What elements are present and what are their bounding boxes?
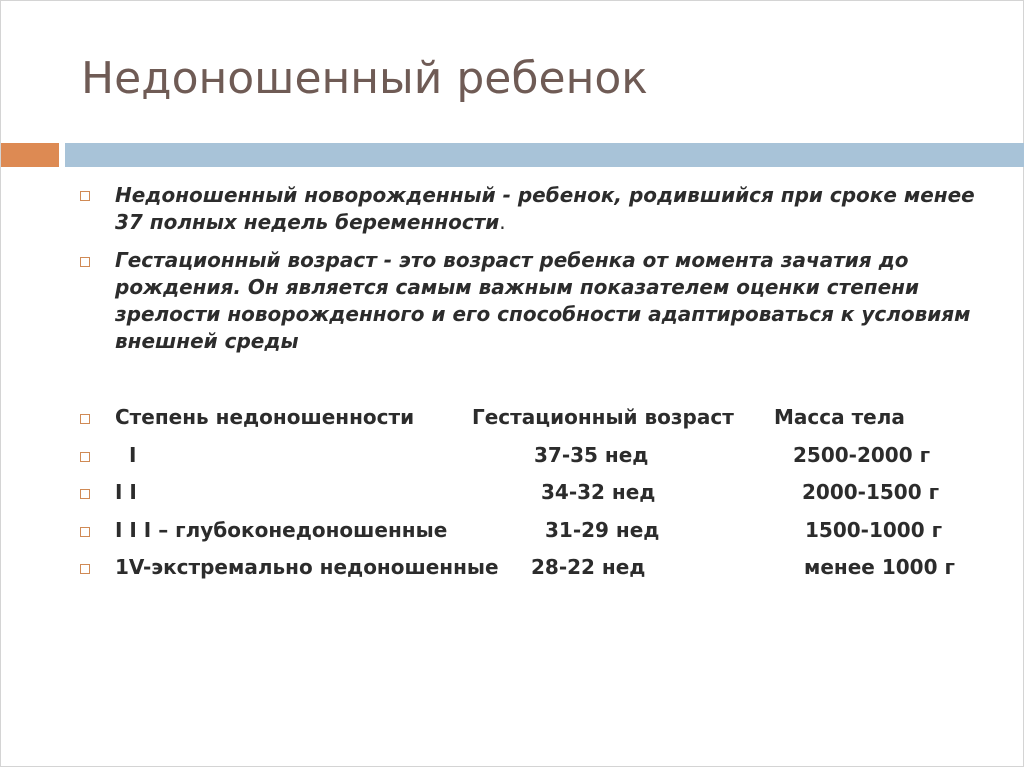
table-row-degree: I xyxy=(129,443,137,467)
table-row-degree: I I I – глубоконедоношенные xyxy=(115,518,448,542)
table-row-gestational-age: 31-29 нед xyxy=(545,518,660,542)
bullet-square-icon xyxy=(80,414,90,424)
bullet-square-icon xyxy=(80,257,90,267)
definition-text: Недоношенный новорожденный - ребенок, родившийся при сроке менее 37 полных недель беременности xyxy=(115,183,975,234)
table-row-gestational-age: 34-32 нед xyxy=(541,480,656,504)
table-row-degree: 1V-экстремально недоношенные xyxy=(115,555,499,579)
definition-paragraph xyxy=(115,182,985,236)
bullet-square-icon xyxy=(80,527,90,537)
table-row-weight: 1500-1000 г xyxy=(805,518,943,542)
table-header-degree: Степень недоношенности xyxy=(115,405,415,429)
table-header-weight: Масса тела xyxy=(774,405,905,429)
table-row-degree: I I xyxy=(115,480,137,504)
table-row-weight: 2000-1500 г xyxy=(802,480,940,504)
definition-period: . xyxy=(499,210,506,234)
table-row-weight: менее 1000 г xyxy=(804,555,955,579)
table-header-gestational-age: Гестационный возраст xyxy=(472,405,734,429)
table-row-weight: 2500-2000 г xyxy=(793,443,931,467)
table-row-gestational-age: 37-35 нед xyxy=(534,443,649,467)
bullet-square-icon xyxy=(80,452,90,462)
table-row-gestational-age: 28-22 нед xyxy=(531,555,646,579)
accent-bar-blue xyxy=(65,143,1024,167)
accent-bar-orange xyxy=(1,143,59,167)
bullet-square-icon xyxy=(80,489,90,499)
gestational-age-paragraph: Гестационный возраст - это возраст ребенка от момента зачатия до рождения. Он является самым важным показателем оценки степени зрелости новорожденного и его способности адаптироваться к условиям внешней среды xyxy=(115,248,971,353)
slide-title: Недоношенный ребенок xyxy=(81,53,648,104)
bullet-square-icon xyxy=(80,564,90,574)
bullet-square-icon xyxy=(80,191,90,201)
